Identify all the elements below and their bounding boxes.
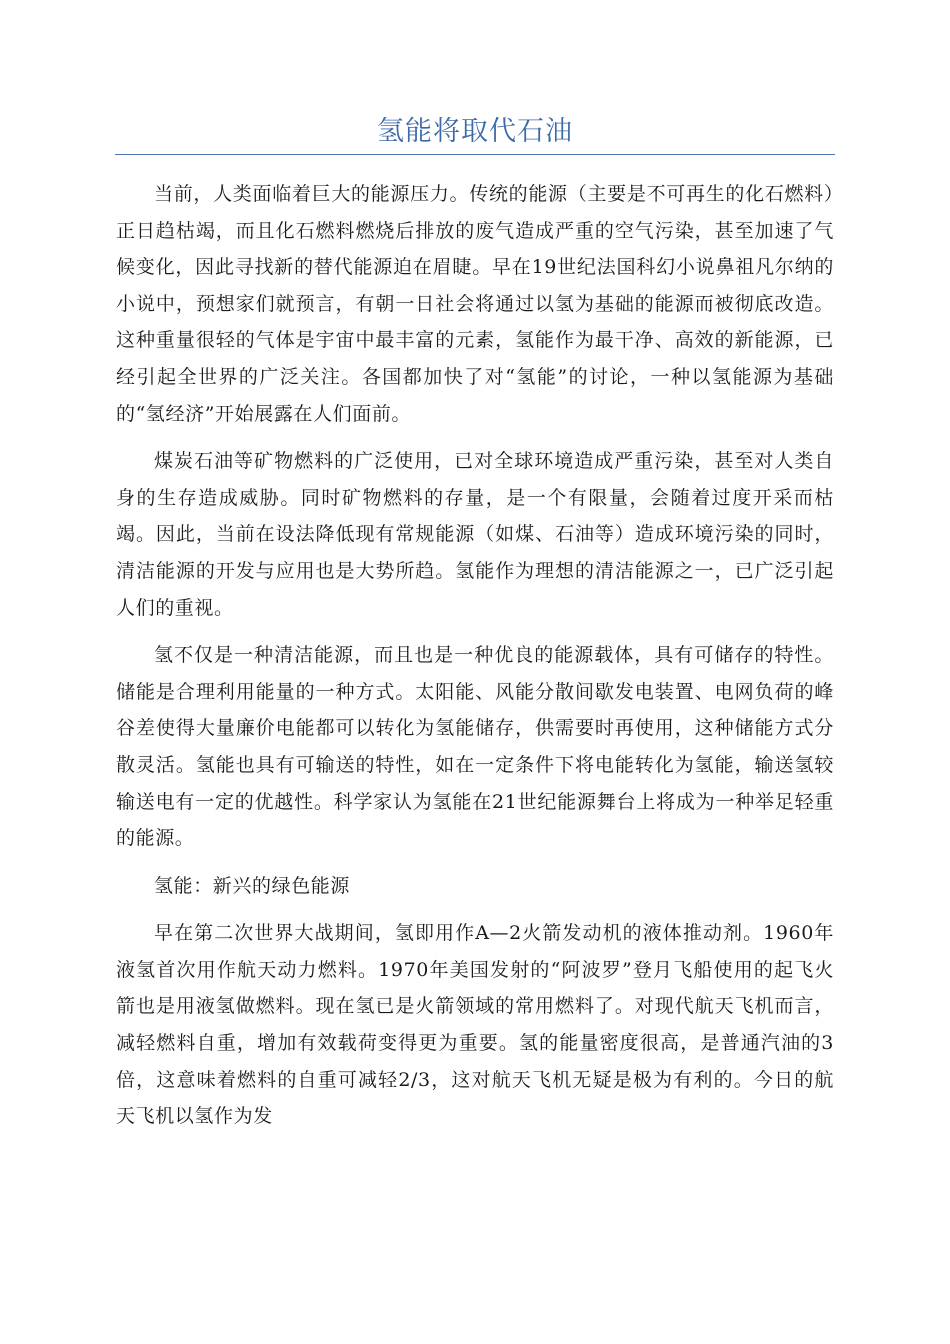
paragraph-aerospace-fuel: 早在第二次世界大战期间，氢即用作A—2火箭发动机的液体推动剂。1960年液氢首次用作航天动力燃料。1970年美国发射的“阿波罗”登月飞船使用的起飞火箭也是用液氢做燃料。现在氢已是火箭领域的常用燃料了。对现代航天飞机而言，减轻燃料自重，增加有效载荷变得更为重要。氢的能量密度很高，是普通汽油的3倍，这意味着燃料的自重可减轻2/3，这对航天飞机无疑是极为有利的。今日的航天飞机以氢作为发: [116, 922, 834, 1128]
document-title: 氢能将取代石油: [377, 116, 573, 147]
paragraph-fossil-fuel-pollution: 煤炭石油等矿物燃料的广泛使用，已对全球环境造成严重污染，甚至对人类自身的生存造成威胁。同时矿物燃料的存量，是一个有限量，会随着过度开采而枯竭。因此，当前在设法降低现有常规能源（如煤、石油等）造成环境污染的同时，清洁能源的开发与应用也是大势所趋。氢能作为理想的清洁能源之一，已广泛引起人们的重视。: [116, 450, 834, 619]
paragraph-energy-pressure: 当前，人类面临着巨大的能源压力。传统的能源（主要是不可再生的化石燃料）正日趋枯竭，而且化石燃料燃烧后排放的废气造成严重的空气污染，甚至加速了气候变化，因此寻找新的替代能源迫在眉睫。早在19世纪法国科幻小说鼻祖凡尔纳的小说中，预想家们就预言，有朝一日社会将通过以氢为基础的能源而被彻底改造。这种重量很轻的气体是宇宙中最丰富的元素，氢能作为最干净、高效的新能源，已经引起全世界的广泛关注。各国都加快了对“氢能”的讨论，一种以氢能源为基础的“氢经济”开始展露在人们面前。: [116, 183, 834, 425]
paragraph-energy-carrier: 氢不仅是一种清洁能源，而且也是一种优良的能源载体，具有可储存的特性。储能是合理利用能量的一种方式。太阳能、风能分散间歇发电装置、电网负荷的峰谷差使得大量廉价电能都可以转化为氢能储存，供需要时再使用，这种储能方式分散灵活。氢能也具有可输送的特性，如在一定条件下将电能转化为氢能，输送氢较输送电有一定的优越性。科学家认为氢能在21世纪能源舞台上将成为一种举足轻重的能源。: [116, 644, 834, 850]
section-heading-green-energy: 氢能：新兴的绿色能源: [154, 874, 351, 897]
document-body: [116, 176, 834, 1146]
title-underline: [115, 154, 835, 155]
